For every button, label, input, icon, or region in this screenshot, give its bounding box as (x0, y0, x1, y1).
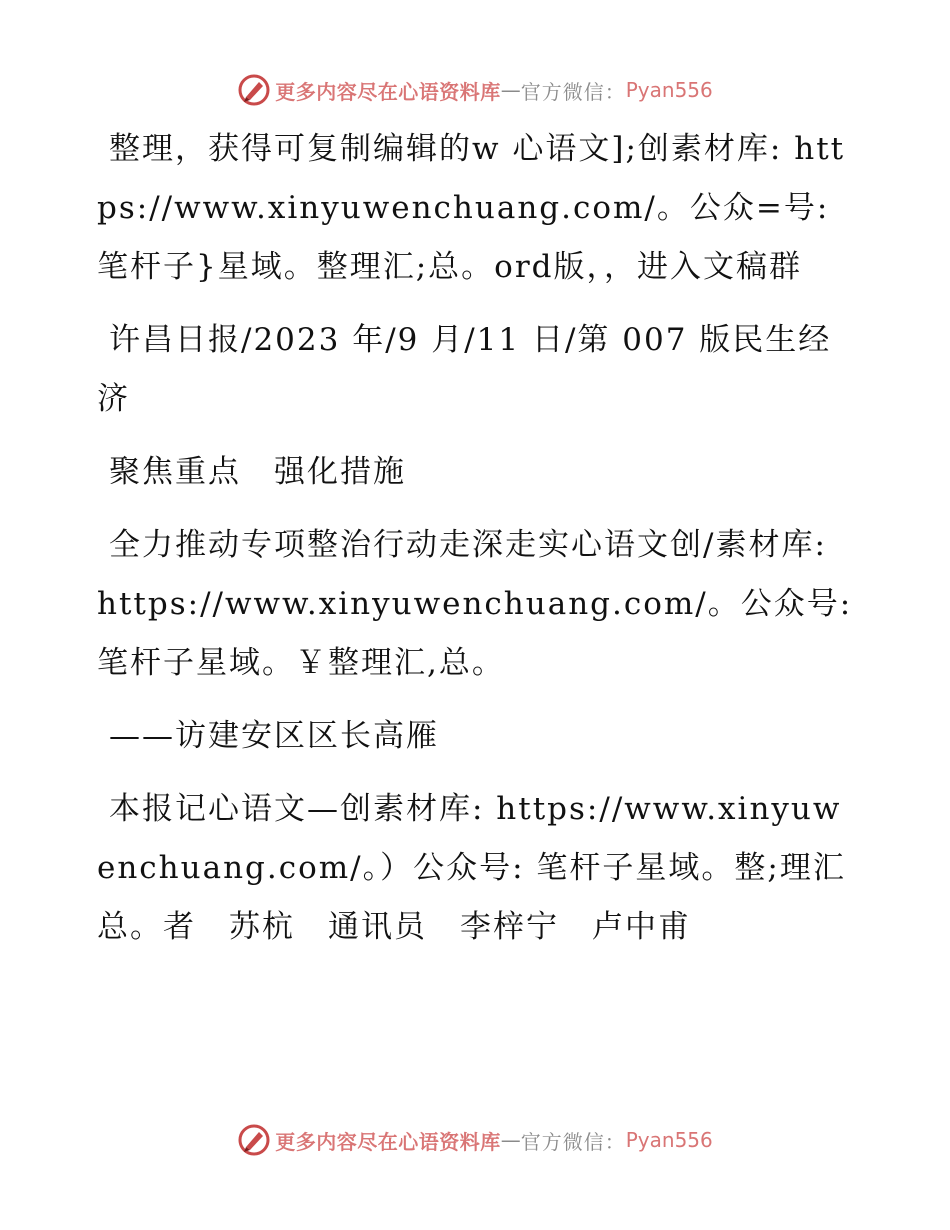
footer-separator: — (500, 1128, 521, 1152)
article-subtitle (97, 707, 857, 766)
header-contact-label: 官方微信： (520, 79, 626, 104)
header-separator: — (500, 78, 521, 102)
footer-brand-text: 更多内容尽在心语资料库 (275, 1129, 501, 1154)
footer-banner (0, 1118, 950, 1162)
footer-contact-label: 官方微信： (520, 1129, 626, 1154)
paragraph-source-text: 许昌日报/2023 年/9 月/11 日/第 007 版民生经济 (97, 322, 832, 417)
article-subtitle-text: ——访建安区区长高雁 (109, 718, 439, 754)
paragraph-source (97, 311, 857, 429)
header-brand-text: 更多内容尽在心语资料库 (275, 79, 501, 104)
article-headline (97, 516, 857, 693)
article-title-text: 聚焦重点 强化措施 (109, 454, 406, 490)
footer-contact-id: Pyan556 (625, 1128, 713, 1152)
pen-circle-logo-icon (237, 73, 271, 107)
article-byline-text: 本报记心语文—创素材库: https://www.xinyuwenchuang.com/。）公众号: 笔杆子星域。整;理汇总。者 苏杭 通讯员 李梓宁 卢中甫 (97, 791, 846, 945)
paragraph-intro (97, 120, 857, 297)
article-headline-text: 全力推动专项整治行动走深走实心语文创/素材库: https://www.xinyuwenchuang.com/。公众号: 笔杆子星域。￥整理汇,总。 (97, 527, 853, 681)
pen-circle-logo-icon (237, 1123, 271, 1157)
header-banner (0, 68, 950, 112)
article-title (97, 443, 857, 502)
header-contact-id: Pyan556 (625, 78, 713, 102)
article-byline (97, 780, 857, 957)
paragraph-intro-text: 整理，获得可复制编辑的w 心语文];创素材库: https://www.xinyuwenchuang.com/。公众=号: 笔杆子}星域。整理汇;总。ord版，，进入文稿群 (97, 131, 846, 285)
document-body (97, 120, 857, 971)
